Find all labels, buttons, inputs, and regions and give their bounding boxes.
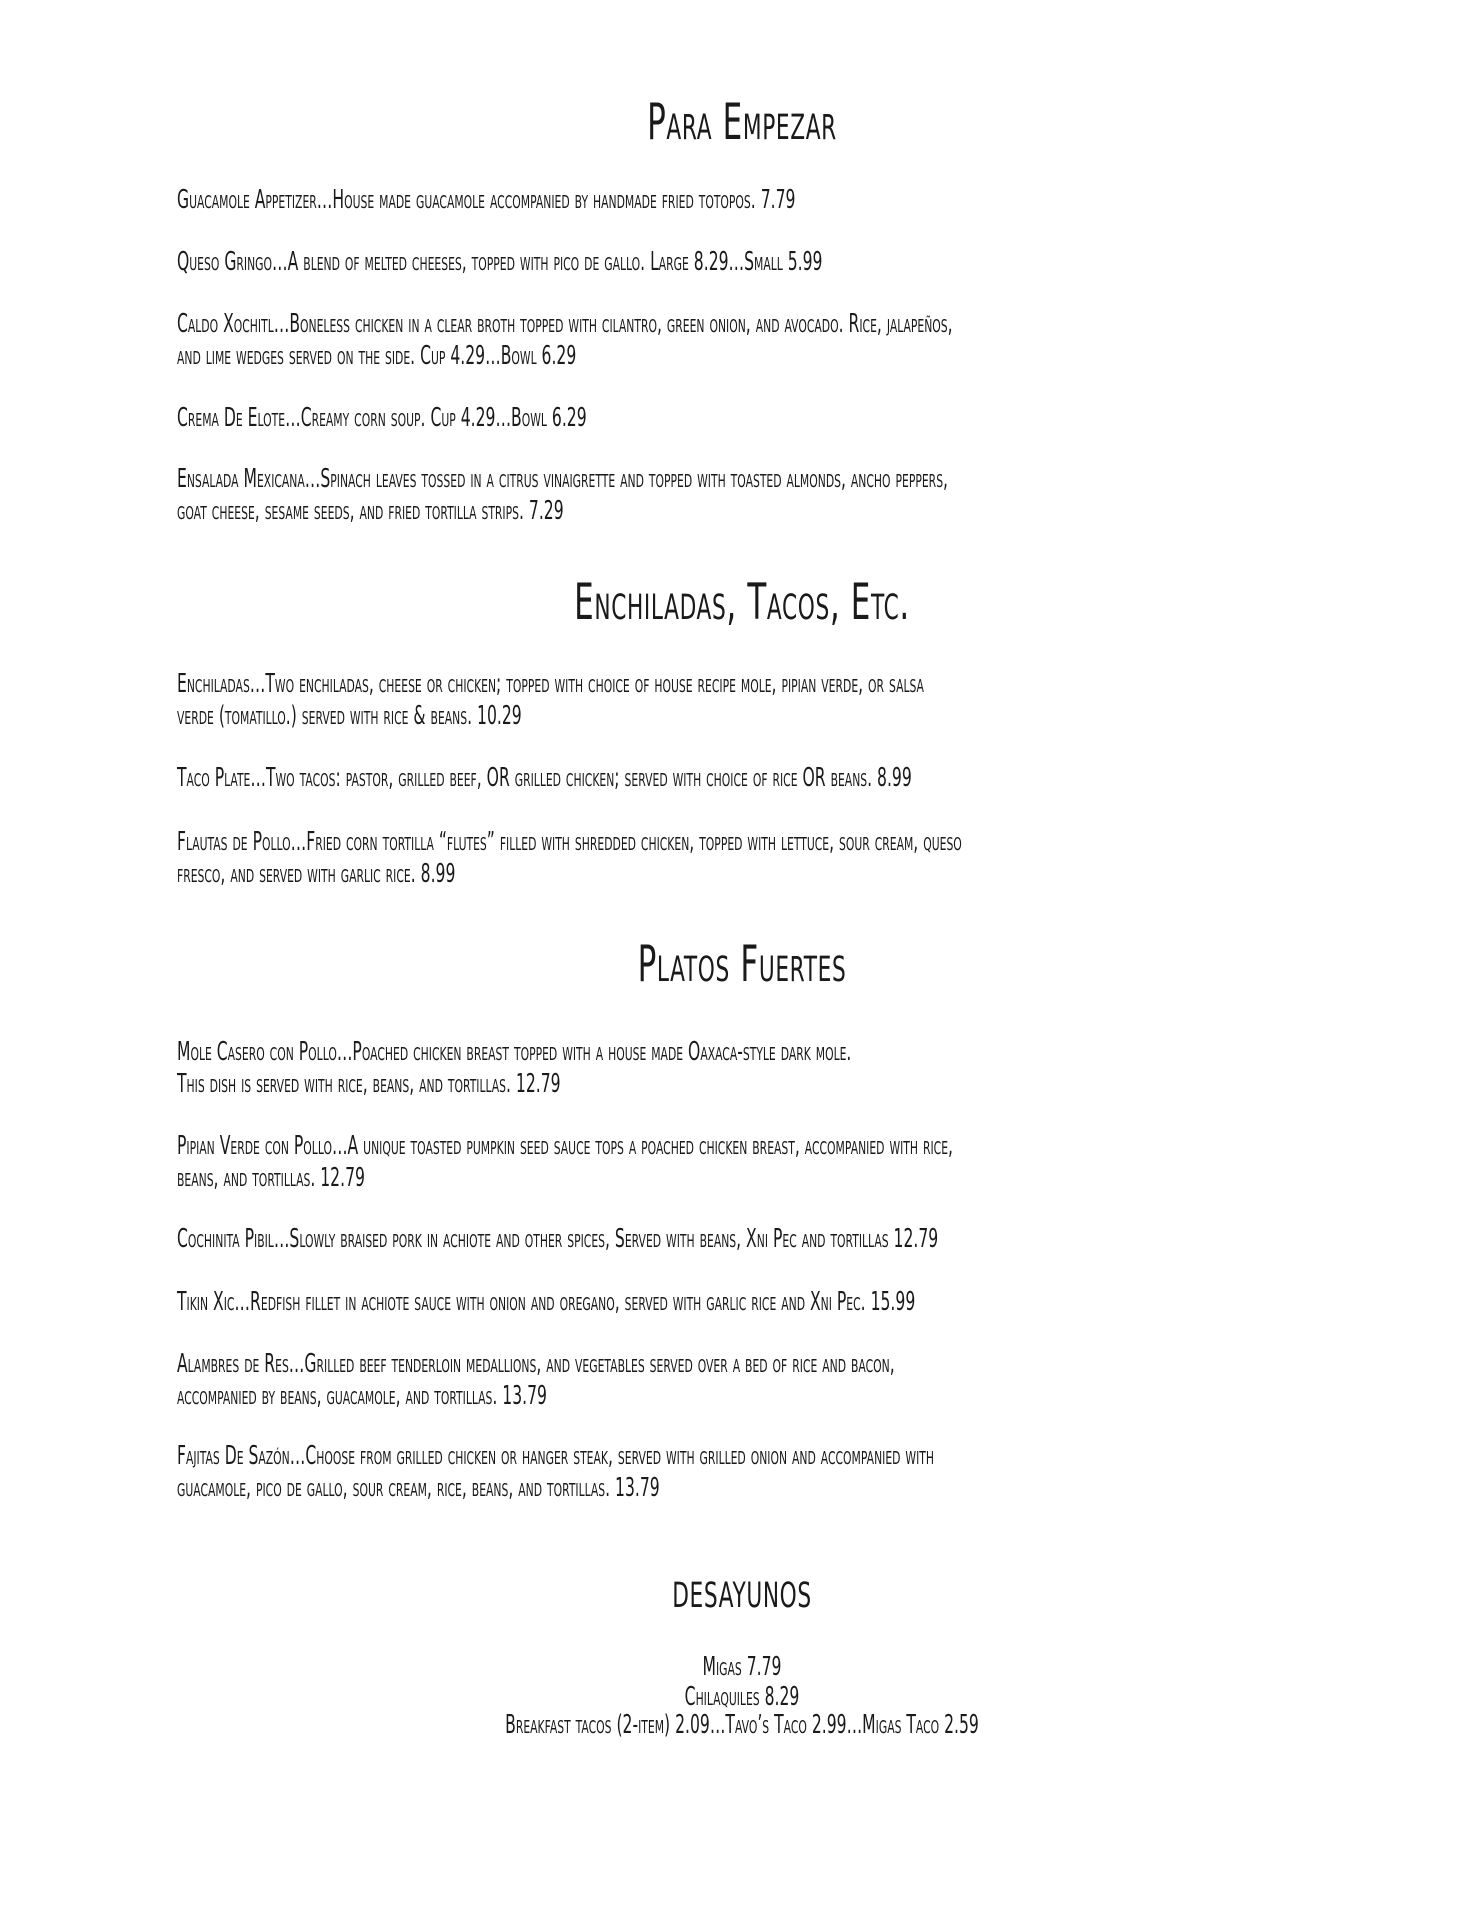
menu-item-caldo-xochitl: Caldo Xochitl…Boneless chicken in a clear broth topped with cilantro, green onion, and avocado. Rice, jalapeños, and lime wedges served on the side. Cup 4.29…Bowl 6.29 bbox=[177, 309, 953, 371]
section-title-platos-fuertes: Platos Fuertes bbox=[637, 935, 847, 993]
menu-item-tikin-xic: Tikin Xic…Redfish fillet in achiote sauce with onion and oregano, served with garlic rice and Xni Pec. 15.99 bbox=[177, 1287, 916, 1317]
breakfast-line-tacos: Breakfast tacos (2-item) 2.09…Tavo’s Taco 2.99…Migas Taco 2.59 bbox=[505, 1710, 979, 1740]
menu-item-enchiladas: Enchiladas…Two enchiladas, cheese or chicken; topped with choice of house recipe mole, pipian verde, or salsa verde (tomatillo.) served with rice & beans. 10.29 bbox=[177, 669, 924, 731]
menu-item-ensalada-mexicana: Ensalada Mexicana…Spinach leaves tossed in a citrus vinaigrette and topped with toasted almonds, ancho peppers, goat cheese, sesame seeds, and fried tortilla strips. 7.29 bbox=[177, 464, 949, 526]
menu-item-mole-casero: Mole Casero con Pollo…Poached chicken breast topped with a house made Oaxaca-style dark mole. This dish is served with rice, beans, and tortillas. 12.79 bbox=[177, 1037, 852, 1099]
menu-item-taco-plate: Taco Plate…Two tacos: pastor, grilled beef, OR grilled chicken; served with choice of rice OR beans. 8.99 bbox=[177, 763, 912, 793]
section-title-desayunos: desayunos bbox=[672, 1561, 812, 1619]
menu-item-fajitas-de-sazon: Fajitas De Sazón…Choose from grilled chicken or hanger steak, served with grilled onion and accompanied with guacamole, pico de gallo, sour cream, rice, beans, and tortillas. 13.79 bbox=[177, 1441, 935, 1503]
breakfast-line-migas: Migas 7.79 bbox=[702, 1652, 782, 1682]
menu-item-queso-gringo: Queso Gringo…A blend of melted cheeses, topped with pico de gallo. Large 8.29…Small 5.99 bbox=[177, 247, 823, 277]
section-title-para-empezar: Para Empezar bbox=[647, 93, 837, 151]
menu-item-cochinita-pibil: Cochinita Pibil…Slowly braised pork in achiote and other spices, Served with beans, Xni Pec and tortillas 12.79 bbox=[177, 1224, 939, 1254]
menu-item-guacamole-appetizer: Guacamole Appetizer…House made guacamole accompanied by handmade fried totopos. 7.79 bbox=[177, 185, 796, 215]
breakfast-line-chilaquiles: Chilaquiles 8.29 bbox=[684, 1682, 800, 1712]
section-title-enchiladas-tacos: Enchiladas, Tacos, Etc. bbox=[574, 573, 910, 631]
menu-item-crema-de-elote: Crema De Elote…Creamy corn soup. Cup 4.29…Bowl 6.29 bbox=[177, 403, 587, 433]
menu-item-flautas-de-pollo: Flautas de Pollo…Fried corn tortilla “flutes” filled with shredded chicken, topped with lettuce, sour cream, queso fresco, and served with garlic rice. 8.99 bbox=[177, 827, 962, 889]
menu-item-pipian-verde: Pipian Verde con Pollo…A unique toasted pumpkin seed sauce tops a poached chicken breast, accompanied with rice, beans, and tortillas. 12.79 bbox=[177, 1131, 954, 1193]
menu-item-alambres-de-res: Alambres de Res…Grilled beef tenderloin medallions, and vegetables served over a bed of rice and bacon, accompanied by beans, guacamole, and tortillas. 13.79 bbox=[177, 1349, 895, 1411]
